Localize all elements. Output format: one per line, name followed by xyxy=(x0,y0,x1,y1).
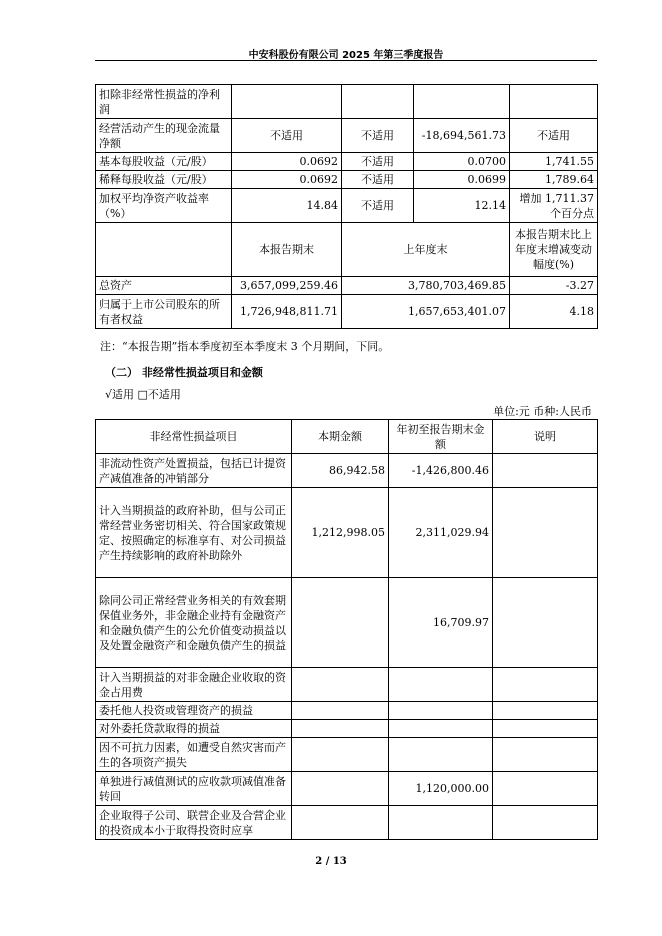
item-name: 除同公司正常经营业务相关的有效套期保值业务外，非金融企业持有金融资产和金融负债产生的公允价值变动损益以及处置金融资产和金融负债产生的损益 xyxy=(96,578,292,668)
page-header: 中安科股份有限公司 2025 年第三季度报告 xyxy=(248,50,444,61)
table-row xyxy=(96,454,598,488)
item-name: 因不可抗力因素，如遭受自然灾害而产生的各项资产损失 xyxy=(96,738,292,772)
table-row xyxy=(96,119,598,153)
applicable-option: √适用 xyxy=(105,388,135,401)
cell-prior-year-end: 1,657,653,401.07 xyxy=(342,295,510,329)
not-applicable-option: □不适用 xyxy=(137,388,181,401)
table-row xyxy=(96,772,598,806)
item-name: 企业取得子公司、联营企业及合营企业的投资成本小于取得投资时应享 xyxy=(96,806,292,840)
empty-header-cell xyxy=(96,223,232,277)
description xyxy=(493,702,598,720)
cell-change: 1,741.55 xyxy=(510,153,598,171)
header-item: 非经常性损益项目 xyxy=(96,420,292,454)
current-amount xyxy=(292,578,389,668)
table-row xyxy=(96,153,598,171)
header-period-end: 本报告期末 xyxy=(232,223,342,277)
description xyxy=(493,488,598,578)
current-amount xyxy=(292,720,389,738)
item-name: 委托他人投资或管理资产的损益 xyxy=(96,702,292,720)
row-label: 归属于上市公司股东的所有者权益 xyxy=(96,295,232,329)
item-name: 非流动性资产处置损益，包括已计提资产减值准备的冲销部分 xyxy=(96,454,292,488)
header-current-amount: 本期金额 xyxy=(292,420,389,454)
cell-change: 1,789.64 xyxy=(510,171,598,189)
current-amount xyxy=(292,668,389,702)
cell-prior: 不适用 xyxy=(342,153,414,171)
cell-ytd: 0.0700 xyxy=(414,153,510,171)
non-recurring-items-table xyxy=(95,419,598,840)
item-name: 单独进行减值测试的应收款项减值准备转回 xyxy=(96,772,292,806)
description xyxy=(493,454,598,488)
table-row xyxy=(96,702,598,720)
row-label: 经营活动产生的现金流量净额 xyxy=(96,119,232,153)
cell-current: 0.0692 xyxy=(232,171,342,189)
cell-change: 不适用 xyxy=(510,119,598,153)
ytd-amount: 1,120,000.00 xyxy=(389,772,493,806)
table-row xyxy=(96,171,598,189)
description xyxy=(493,720,598,738)
description xyxy=(493,772,598,806)
description xyxy=(493,806,598,840)
ytd-amount xyxy=(389,702,493,720)
table-row xyxy=(96,720,598,738)
section-title: （二） 非经常性损益项目和金额 xyxy=(105,366,263,379)
cell-ytd: -18,694,561.73 xyxy=(414,119,510,153)
cell-change-pct: 4.18 xyxy=(510,295,598,329)
cell-ytd: 0.0699 xyxy=(414,171,510,189)
cell-current: 0.0692 xyxy=(232,153,342,171)
current-amount xyxy=(292,772,389,806)
ytd-amount xyxy=(389,738,493,772)
cell-prior-year-end: 3,780,703,469.85 xyxy=(342,277,510,295)
header-ytd-amount: 年初至报告期末金额 xyxy=(389,420,493,454)
item-name: 对外委托贷款取得的损益 xyxy=(96,720,292,738)
cell-prior: 不适用 xyxy=(342,119,414,153)
cell-period-end: 1,726,948,811.71 xyxy=(232,295,342,329)
table-note: 注：“本报告期”指本季度初至本季度末 3 个月期间，下同。 xyxy=(100,340,390,353)
cell-prior xyxy=(342,85,414,119)
row-label: 加权平均净资产收益率（%） xyxy=(96,189,232,223)
item-name: 计入当期损益的政府补助，但与公司正常经营业务密切相关、符合国家政策规定、按照确定的标准享有、对公司损益产生持续影响的政府补助除外 xyxy=(96,488,292,578)
header-prior-year-end: 上年度末 xyxy=(342,223,510,277)
row-label: 基本每股收益（元/股） xyxy=(96,153,232,171)
table-row xyxy=(96,806,598,840)
table-row xyxy=(96,189,598,223)
header-change-pct: 本报告期末比上年度末增减变动幅度(%) xyxy=(510,223,598,277)
current-amount xyxy=(292,702,389,720)
cell-current: 不适用 xyxy=(232,119,342,153)
table-row xyxy=(96,578,598,668)
cell-change xyxy=(510,85,598,119)
ytd-amount xyxy=(389,668,493,702)
description xyxy=(493,668,598,702)
header-description: 说明 xyxy=(493,420,598,454)
cell-current: 14.84 xyxy=(232,189,342,223)
description xyxy=(493,578,598,668)
ytd-amount: 16,709.97 xyxy=(389,578,493,668)
financial-indicators-table xyxy=(95,84,598,329)
table-row xyxy=(96,738,598,772)
table-header-row xyxy=(96,223,598,277)
cell-current xyxy=(232,85,342,119)
ytd-amount: 2,311,029.94 xyxy=(389,488,493,578)
current-amount: 1,212,998.05 xyxy=(292,488,389,578)
row-label: 稀释每股收益（元/股） xyxy=(96,171,232,189)
table-row xyxy=(96,295,598,329)
row-label: 总资产 xyxy=(96,277,232,295)
table-row xyxy=(96,85,598,119)
cell-ytd: 12.14 xyxy=(414,189,510,223)
table-row xyxy=(96,488,598,578)
row-label: 扣除非经常性损益的净利润 xyxy=(96,85,232,119)
current-amount xyxy=(292,806,389,840)
table-row xyxy=(96,277,598,295)
cell-change: 增加 1,711.37 个百分点 xyxy=(510,189,598,223)
ytd-amount xyxy=(389,806,493,840)
item-name: 计入当期损益的对非金融企业收取的资金占用费 xyxy=(96,668,292,702)
current-amount xyxy=(292,738,389,772)
cell-prior: 不适用 xyxy=(342,189,414,223)
ytd-amount: -1,426,800.46 xyxy=(389,454,493,488)
description xyxy=(493,738,598,772)
table-header-row xyxy=(96,420,598,454)
cell-period-end: 3,657,099,259.46 xyxy=(232,277,342,295)
cell-change-pct: -3.27 xyxy=(510,277,598,295)
table-row xyxy=(96,668,598,702)
current-amount: 86,942.58 xyxy=(292,454,389,488)
applicability-options xyxy=(105,386,181,402)
cell-ytd xyxy=(414,85,510,119)
units-label: 单位:元 币种:人民币 xyxy=(493,405,592,418)
page-number: 2 / 13 xyxy=(315,856,347,867)
ytd-amount xyxy=(389,720,493,738)
cell-prior: 不适用 xyxy=(342,171,414,189)
header-rule xyxy=(95,60,597,61)
